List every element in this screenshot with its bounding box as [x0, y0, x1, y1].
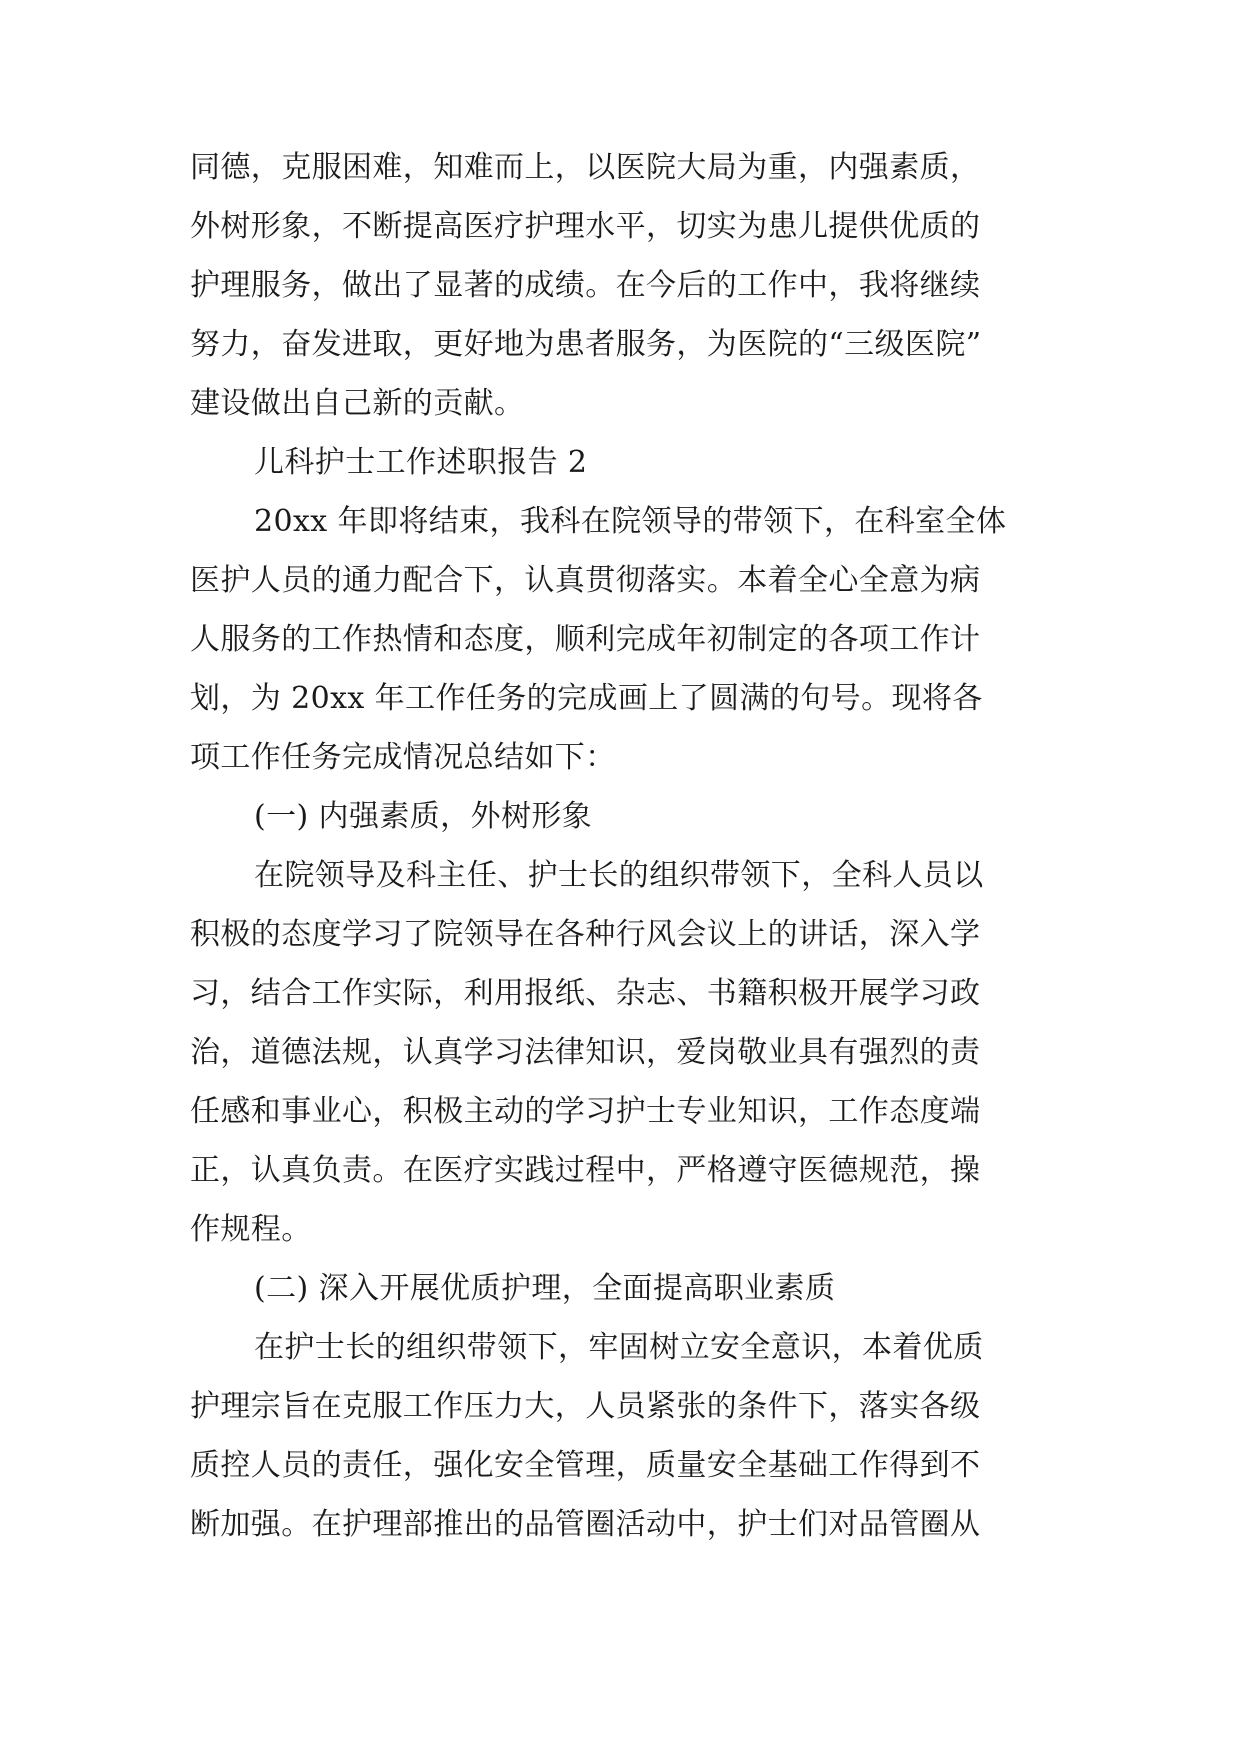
text-line: 同德，克服困难，知难而上，以医院大局为重，内强素质， — [190, 150, 981, 185]
text-line: 努力，奋发进取，更好地为患者服务，为医院的“三级医院” — [190, 327, 982, 362]
text-line: 20xx 年即将结束，我科在院领导的带领下，在科室全体 — [254, 504, 1007, 539]
text-line: 质控人员的责任，强化安全管理，质量安全基础工作得到不 — [190, 1448, 981, 1483]
subsection-heading: (二) 深入开展优质护理，全面提高职业素质 — [254, 1271, 836, 1306]
text-line: 医护人员的通力配合下，认真贯彻落实。本着全心全意为病 — [190, 563, 981, 598]
text-line: 作规程。 — [190, 1212, 312, 1247]
text-line: 建设做出自己新的贡献。 — [190, 386, 525, 421]
text-line: 习，结合工作实际，利用报纸、杂志、书籍积极开展学习政 — [190, 976, 981, 1011]
text-line: 正，认真负责。在医疗实践过程中，严格遵守医德规范，操 — [190, 1153, 981, 1188]
text-line: 划，为 20xx 年工作任务的完成画上了圆满的句号。现将各 — [190, 681, 983, 716]
text-line: 护理宗旨在克服工作压力大，人员紧张的条件下，落实各级 — [190, 1389, 981, 1424]
text-line: 在护士长的组织带领下，牢固树立安全意识，本着优质 — [254, 1330, 984, 1365]
text-line: 任感和事业心，积极主动的学习护士专业知识，工作态度端 — [190, 1094, 981, 1129]
text-line: 治，道德法规，认真学习法律知识，爱岗敬业具有强烈的责 — [190, 1035, 981, 1070]
text-line: 外树形象，不断提高医疗护理水平，切实为患儿提供优质的 — [190, 209, 981, 244]
text-line: 项工作任务完成情况总结如下： — [190, 740, 616, 775]
text-line: 断加强。在护理部推出的品管圈活动中，护士们对品管圈从 — [190, 1507, 981, 1542]
subsection-heading: (一) 内强素质，外树形象 — [254, 799, 593, 834]
text-line: 护理服务，做出了显著的成绩。在今后的工作中，我将继续 — [190, 268, 981, 303]
text-line: 人服务的工作热情和态度，顺利完成年初制定的各项工作计 — [190, 622, 981, 657]
section-title: 儿科护士工作述职报告 2 — [254, 445, 588, 480]
text-line: 积极的态度学习了院领导在各种行风会议上的讲话，深入学 — [190, 917, 981, 952]
text-line: 在院领导及科主任、护士长的组织带领下，全科人员以 — [254, 858, 984, 893]
